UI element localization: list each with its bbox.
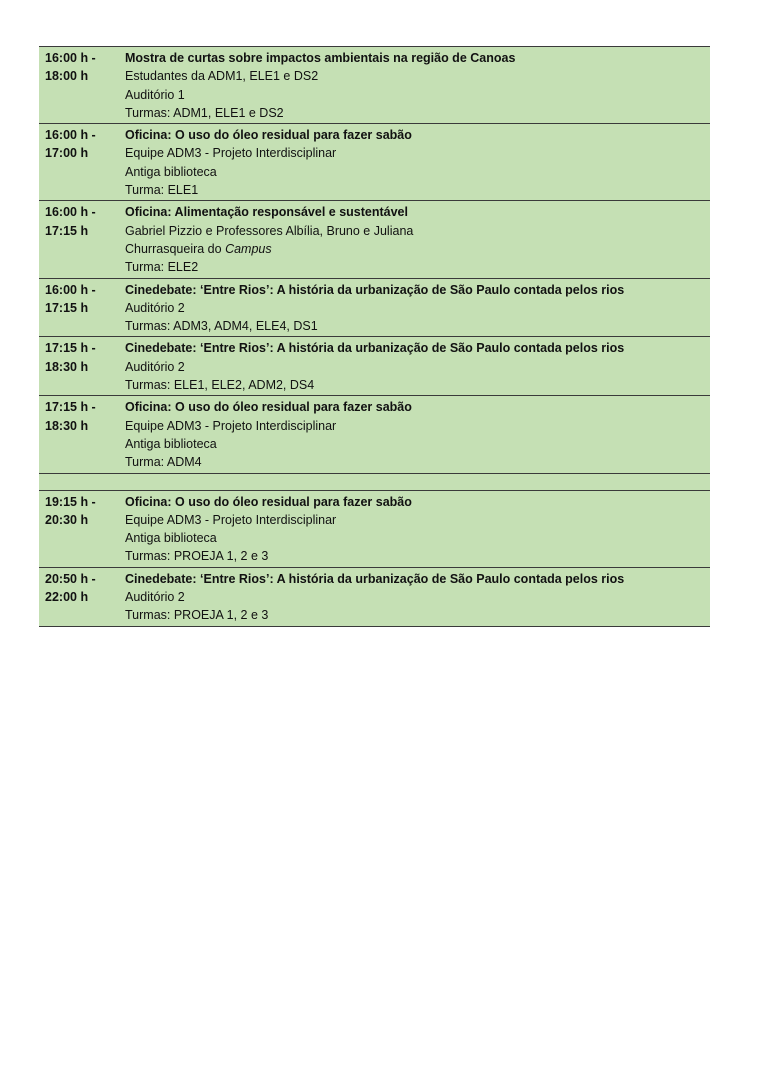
event-location: Antiga biblioteca xyxy=(125,531,217,546)
schedule-table xyxy=(39,46,710,627)
details-cell xyxy=(125,49,710,122)
time-end: 17:15 h xyxy=(45,300,89,315)
event-classes: Turmas: ADM3, ADM4, ELE4, DS1 xyxy=(125,319,318,334)
schedule-row xyxy=(39,491,710,568)
time-cell xyxy=(39,398,125,471)
time-cell xyxy=(39,126,125,199)
event-location: Auditório 2 xyxy=(125,359,185,374)
time-cell xyxy=(39,281,125,336)
time-start: 16:00 h - xyxy=(45,205,96,220)
event-presenter: Estudantes da ADM1, ELE1 e DS2 xyxy=(125,69,319,84)
event-classes: Turmas: ELE1, ELE2, ADM2, DS4 xyxy=(125,378,315,393)
schedule-row xyxy=(39,279,710,338)
time-end: 18:30 h xyxy=(45,418,89,433)
event-title: Cinedebate: ‘Entre Rios’: A história da urbanização de São Paulo contada pelos rios xyxy=(125,341,625,356)
event-classes: Turmas: PROEJA 1, 2 e 3 xyxy=(125,608,269,623)
event-title: Cinedebate: ‘Entre Rios’: A história da urbanização de São Paulo contada pelos rios xyxy=(125,282,625,297)
time-cell xyxy=(39,493,125,566)
time-cell xyxy=(39,570,125,625)
schedule-row xyxy=(39,124,710,201)
time-start: 17:15 h - xyxy=(45,341,96,356)
event-classes: Turmas: ADM1, ELE1 e DS2 xyxy=(125,105,284,120)
event-classes: Turmas: PROEJA 1, 2 e 3 xyxy=(125,549,269,564)
time-end: 18:00 h xyxy=(45,69,89,84)
details-cell xyxy=(125,493,710,566)
schedule-row xyxy=(39,568,710,627)
event-presenter: Equipe ADM3 - Projeto Interdisciplinar xyxy=(125,146,337,161)
time-start: 16:00 h - xyxy=(45,51,96,65)
event-location: Antiga biblioteca xyxy=(125,164,217,179)
time-cell xyxy=(39,49,125,122)
event-presenter: Gabriel Pizzio e Professores Albília, Bruno e Juliana xyxy=(125,223,414,238)
event-location-prefix: Churrasqueira do xyxy=(125,241,226,256)
event-classes: Turma: ELE2 xyxy=(125,260,199,275)
time-end: 17:15 h xyxy=(45,223,89,238)
event-presenter: Equipe ADM3 - Projeto Interdisciplinar xyxy=(125,418,337,433)
event-location: Antiga biblioteca xyxy=(125,436,217,451)
time-start: 16:00 h - xyxy=(45,282,96,297)
schedule-row xyxy=(39,396,710,473)
event-location: Auditório 2 xyxy=(125,300,185,315)
time-end: 17:00 h xyxy=(45,146,89,161)
details-cell xyxy=(125,570,710,625)
details-cell xyxy=(125,398,710,471)
details-cell xyxy=(125,203,710,276)
event-title: Mostra de curtas sobre impactos ambientais na região de Canoas xyxy=(125,51,516,65)
event-title: Oficina: Alimentação responsável e sustentável xyxy=(125,205,408,220)
time-start: 17:15 h - xyxy=(45,400,96,415)
event-location: Auditório 1 xyxy=(125,87,185,102)
time-end: 22:00 h xyxy=(45,590,89,605)
details-cell xyxy=(125,339,710,394)
time-end: 20:30 h xyxy=(45,512,89,527)
schedule-row xyxy=(39,47,710,124)
event-title: Oficina: O uso do óleo residual para fazer sabão xyxy=(125,494,412,509)
time-start: 19:15 h - xyxy=(45,494,96,509)
schedule-row xyxy=(39,201,710,278)
event-location: Auditório 2 xyxy=(125,590,185,605)
empty-separator-row xyxy=(39,474,710,491)
details-cell xyxy=(125,126,710,199)
details-cell xyxy=(125,281,710,336)
time-end: 18:30 h xyxy=(45,359,89,374)
event-location-italic: Campus xyxy=(225,241,272,256)
schedule-row xyxy=(39,337,710,396)
time-start: 20:50 h - xyxy=(45,571,96,586)
event-classes: Turma: ADM4 xyxy=(125,455,202,470)
event-title: Oficina: O uso do óleo residual para fazer sabão xyxy=(125,400,412,415)
time-cell xyxy=(39,203,125,276)
time-cell xyxy=(39,339,125,394)
event-location xyxy=(125,240,710,258)
event-title: Cinedebate: ‘Entre Rios’: A história da urbanização de São Paulo contada pelos rios xyxy=(125,571,625,586)
event-classes: Turma: ELE1 xyxy=(125,183,199,198)
event-presenter: Equipe ADM3 - Projeto Interdisciplinar xyxy=(125,512,337,527)
event-title: Oficina: O uso do óleo residual para fazer sabão xyxy=(125,128,412,143)
time-start: 16:00 h - xyxy=(45,128,96,143)
